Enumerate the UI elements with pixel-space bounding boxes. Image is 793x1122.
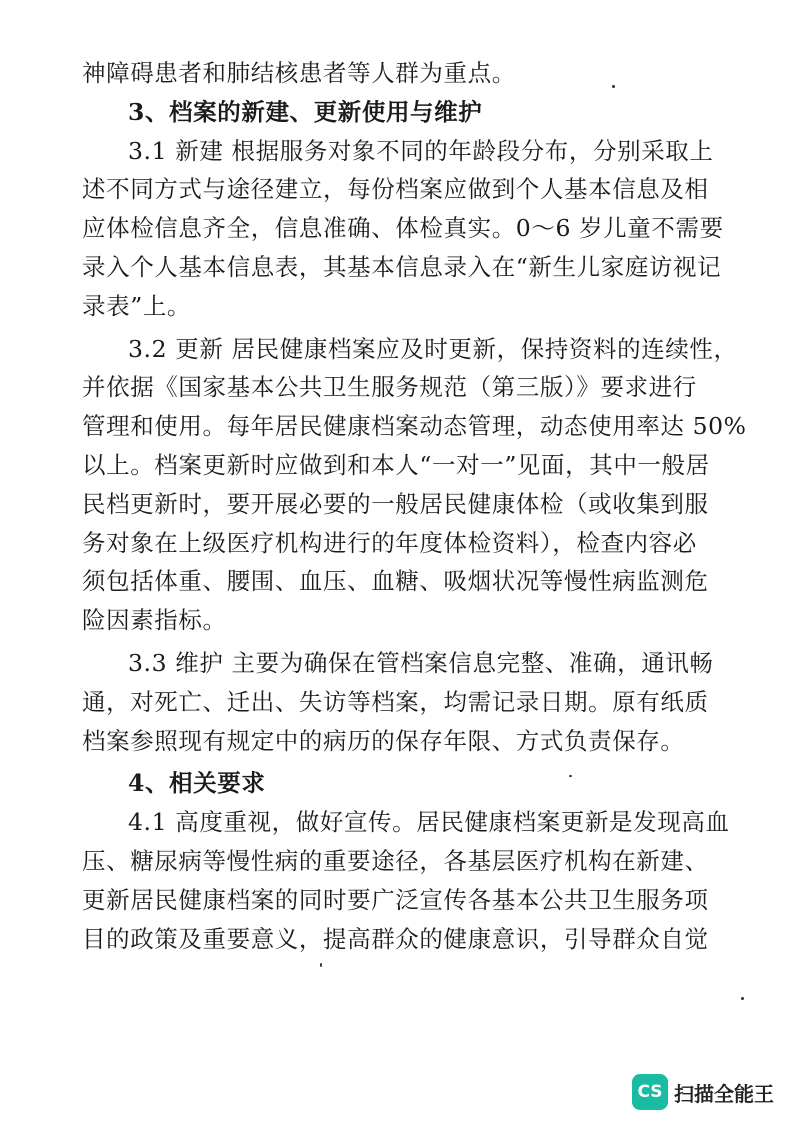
camscanner-logo-icon: CS bbox=[632, 1074, 668, 1110]
document-body bbox=[82, 54, 747, 958]
scan-speck bbox=[569, 775, 572, 777]
paragraph-line: 3.2 更新 居民健康档案应及时更新，保持资料的连续性， bbox=[128, 334, 738, 363]
text-line: 应体检信息齐全，信息准确、体检真实。0～6 岁儿童不需要 bbox=[82, 214, 724, 243]
section-heading: 3、档案的新建、更新使用与维护 bbox=[128, 97, 483, 126]
text-line: 以上。档案更新时应做到和本人“一对一”见面，其中一般居 bbox=[82, 450, 710, 479]
watermark-label: 扫描全能王 bbox=[674, 1081, 774, 1106]
paragraph-line: 3.3 维护 主要为确保在管档案信息完整、准确，通讯畅 bbox=[128, 648, 714, 677]
scan-speck bbox=[612, 85, 615, 88]
text-line: 档案参照现有规定中的病历的保存年限、方式负责保存。 bbox=[82, 726, 685, 755]
scanner-watermark bbox=[632, 1074, 774, 1110]
text-line: 录入个人基本信息表，其基本信息录入在“新生儿家庭访视记 bbox=[82, 252, 722, 281]
text-line: 神障碍患者和肺结核患者等人群为重点。 bbox=[82, 59, 516, 87]
text-line: 压、糖尿病等慢性病的重要途径，各基层医疗机构在新建、 bbox=[82, 846, 709, 875]
text-line: 目的政策及重要意义，提高群众的健康意识，引导群众自觉 bbox=[82, 924, 709, 953]
scan-speck bbox=[741, 997, 744, 1000]
paragraph-line: 3.1 新建 根据服务对象不同的年龄段分布，分别采取上 bbox=[128, 136, 714, 165]
section-heading: 4、相关要求 bbox=[128, 769, 266, 798]
text-line: 通，对死亡、迁出、失访等档案，均需记录日期。原有纸质 bbox=[82, 687, 709, 716]
scan-speck bbox=[320, 963, 322, 967]
text-line: 务对象在上级医疗机构进行的年度体检资料），检查内容必 bbox=[82, 528, 697, 557]
text-line: 民档更新时，要开展必要的一般居民健康体检（或收集到服 bbox=[82, 489, 709, 518]
text-line: 管理和使用。每年居民健康档案动态管理，动态使用率达 50% bbox=[82, 412, 747, 441]
text-line: 险因素指标。 bbox=[82, 606, 227, 635]
paragraph-line: 4.1 高度重视，做好宣传。居民健康档案更新是发现高血 bbox=[128, 808, 730, 837]
text-line: 须包括体重、腰围、血压、血糖、吸烟状况等慢性病监测危 bbox=[82, 567, 709, 596]
text-line: 并依据《国家基本公共卫生服务规范（第三版）》要求进行 bbox=[82, 373, 697, 402]
text-line: 述不同方式与途径建立，每份档案应做到个人基本信息及相 bbox=[82, 175, 709, 204]
text-line: 更新居民健康档案的同时要广泛宣传各基本公共卫生服务项 bbox=[82, 885, 709, 914]
text-line: 录表”上。 bbox=[82, 291, 192, 320]
